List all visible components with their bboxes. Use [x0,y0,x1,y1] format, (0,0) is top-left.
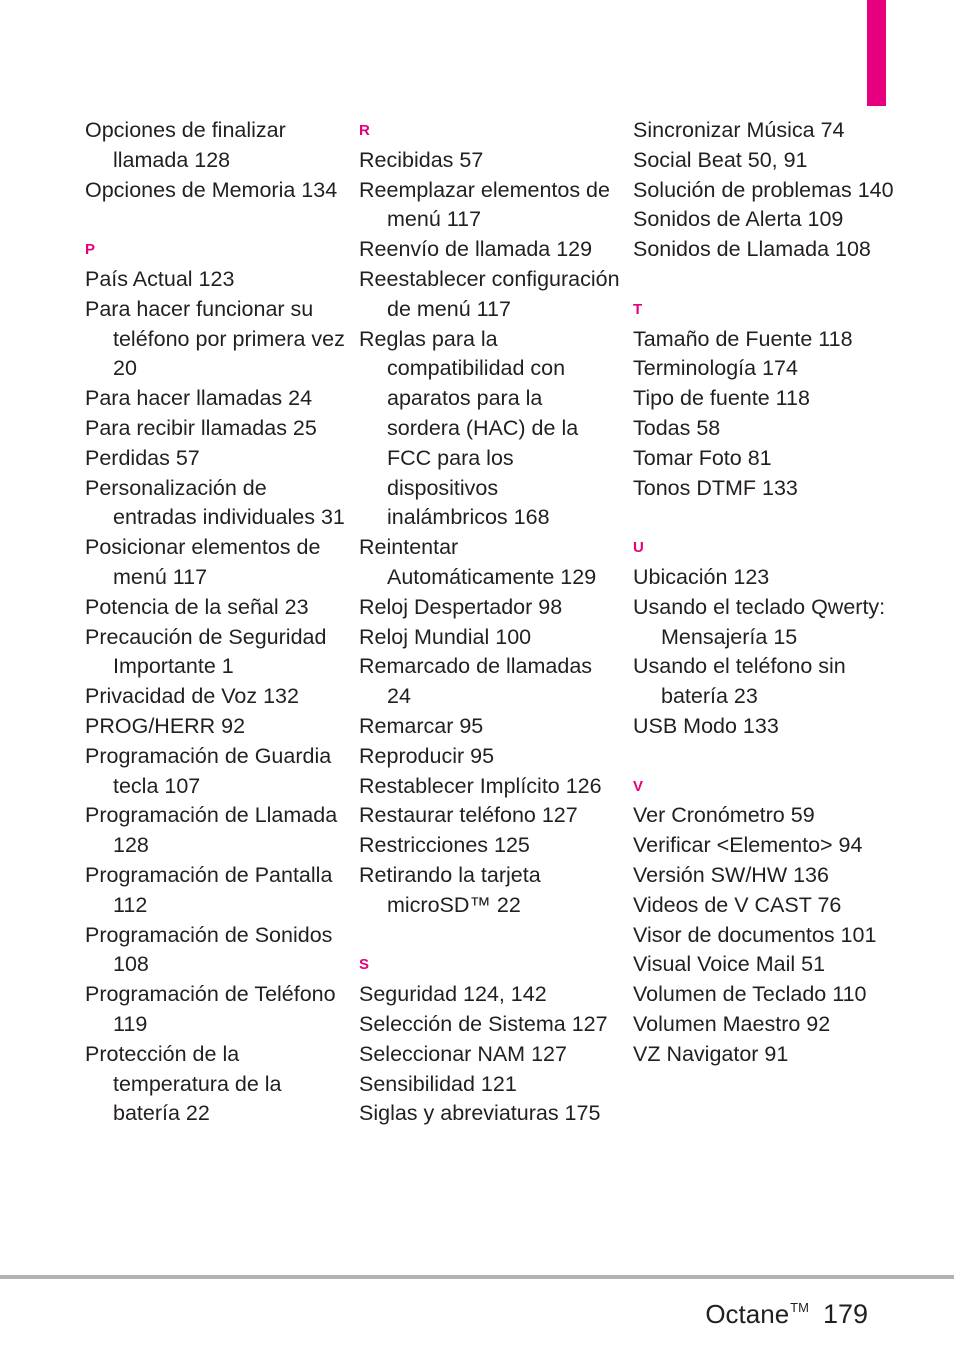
index-entry: Para hacer funcionar su teléfono por primera vez 20 [85,296,345,381]
index-entry: Perdidas 57 [85,445,200,470]
index-entry: Opciones de finalizar llamada 128 [85,118,286,172]
index-entry: Restricciones 125 [359,833,530,858]
page-number: 179 [822,1299,868,1329]
index-entry: Opciones de Memoria 134 [85,177,338,202]
section-letter: V [633,777,644,795]
index-column-2 [359,116,621,1129]
section-spacer [633,503,895,533]
index-entry: Protección de la temperatura de la batería 22 [85,1041,282,1126]
index-column-3 [633,116,895,1070]
section-tab-marker [867,0,886,106]
index-entry: Reloj Despertador 98 [359,594,563,619]
index-entry: Volumen de Teclado 110 [633,982,867,1007]
index-entry: Reemplazar elementos de menú 117 [359,177,610,232]
index-entry: Tonos DTMF 133 [633,475,798,500]
index-entry: Seleccionar NAM 127 [359,1041,567,1066]
index-entry: Recibidas 57 [359,147,484,172]
index-entry: Reintentar Automáticamente 129 [359,535,597,589]
section-letter: P [85,241,96,259]
index-entry: Programación de Pantalla 112 [85,862,333,917]
index-entry: Tipo de fuente 118 [633,386,810,411]
index-entry: Restablecer Implícito 126 [359,773,602,798]
section-letter: T [633,300,643,318]
index-entry: Restaurar teléfono 127 [359,803,578,828]
index-entry: Ver Cronómetro 59 [633,803,815,828]
product-name: Octane [705,1299,790,1329]
index-entry: PROG/HERR 92 [85,713,246,738]
index-entry: Solución de problemas 140 [633,177,894,202]
index-entry: Precaución de Seguridad Importante 1 [85,624,327,679]
index-entry: Potencia de la señal 23 [85,594,309,619]
index-entry: Sonidos de Llamada 108 [633,237,871,262]
index-entry: Reproducir 95 [359,743,495,768]
index-entry: Sensibilidad 121 [359,1071,517,1096]
section-spacer [359,921,621,951]
index-entry: Programación de Teléfono 119 [85,982,336,1036]
index-entry: Remarcar 95 [359,713,484,738]
section-spacer [633,265,895,295]
index-entry: Visual Voice Mail 51 [633,952,826,977]
index-entry: Programación de Guardia tecla 107 [85,743,332,798]
index-entry: Ubicación 123 [633,564,770,589]
index-entry: Tamaño de Fuente 118 [633,326,853,351]
index-entry: Usando el teclado Qwerty: Mensajería 15 [633,594,886,649]
index-entry: Verificar <Elemento> 94 [633,833,863,858]
index-entry: Visor de documentos 101 [633,922,877,947]
index-entry: Programación de Sonidos 108 [85,922,333,977]
index-entry: Sincronizar Música 74 [633,118,845,142]
section-spacer [633,742,895,772]
footer-rule [0,1275,954,1279]
index-entry: Para hacer llamadas 24 [85,386,313,411]
index-entry: Reestablecer configuración de menú 117 [359,266,620,321]
index-entry: Personalización de entradas individuales 31 [85,475,345,530]
page-footer [705,1288,868,1334]
index-entry: Para recibir llamadas 25 [85,415,317,440]
index-entry: Programación de Llamada 128 [85,803,338,858]
index-entry: Retirando la tarjeta microSD™ 22 [359,862,541,917]
index-entry: Reloj Mundial 100 [359,624,532,649]
index-column-1 [85,116,347,1129]
index-entry: Todas 58 [633,415,721,440]
index-entry: Seguridad 124, 142 [359,982,547,1007]
index-entry: Terminología 174 [633,356,798,381]
index-entry: Reenvío de llamada 129 [359,237,593,262]
index-entry: Sonidos de Alerta 109 [633,207,844,232]
index-entry: Privacidad de Voz 132 [85,684,299,709]
section-letter: R [359,122,370,139]
index-entry: USB Modo 133 [633,713,779,738]
index-entry: Videos de V CAST 76 [633,892,842,917]
index-entry: Siglas y abreviaturas 175 [359,1101,601,1126]
section-letter: U [633,539,644,557]
index-entry: País Actual 123 [85,266,235,291]
index-entry: Remarcado de llamadas 24 [359,654,593,709]
section-letter: S [359,956,370,974]
trademark-symbol: TM [790,1300,809,1315]
index-entry: Volumen Maestro 92 [633,1011,831,1036]
index-entry: Selección de Sistema 127 [359,1011,608,1036]
index-entry: Social Beat 50, 91 [633,147,808,172]
index-entry: Reglas para la compatibilidad con aparatos para la sordera (HAC) de la FCC para los dispositivos inalámbricos 168 [359,326,579,530]
index-entry: Versión SW/HW 136 [633,862,829,887]
section-spacer [85,205,347,235]
index-entry: VZ Navigator 91 [633,1041,789,1066]
index-entry: Usando el teléfono sin batería 23 [633,654,846,709]
index-entry: Posicionar elementos de menú 117 [85,535,321,589]
index-entry: Tomar Foto 81 [633,445,772,470]
